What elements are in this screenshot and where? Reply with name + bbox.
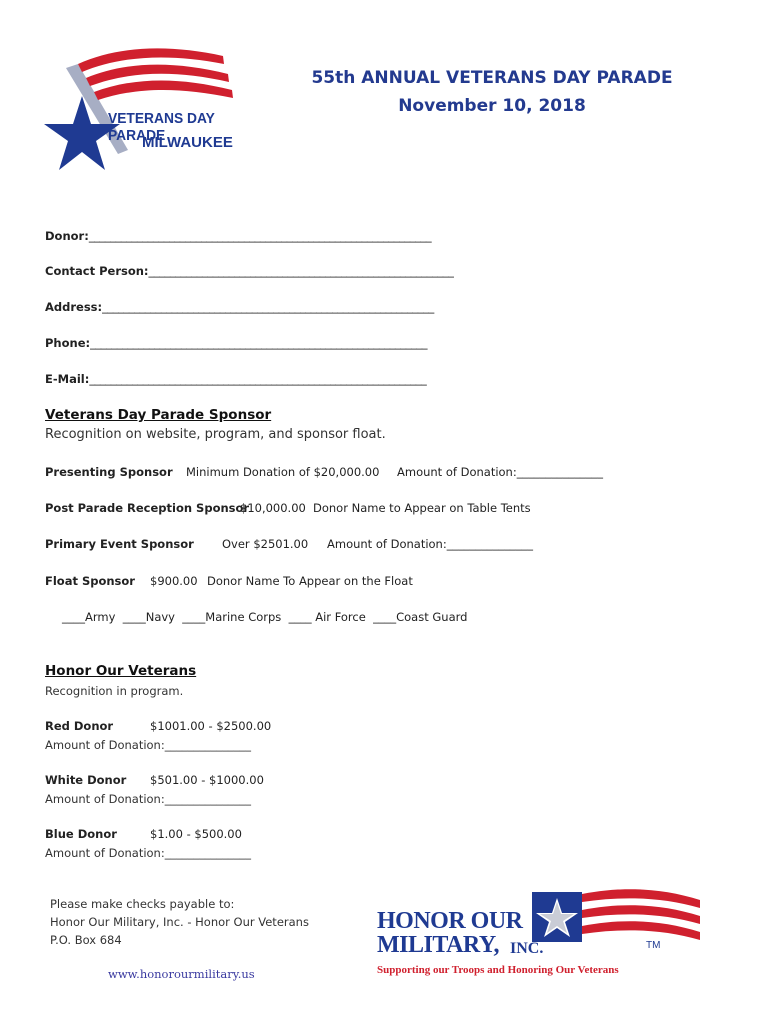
white-donor-row [45,773,126,787]
address-field[interactable] [45,300,434,314]
presenting-sponsor-row [45,465,173,479]
hom-logo-line1: HONOR OUR [377,908,523,934]
page-title: 55th ANNUAL VETERANS DAY PARADE [311,68,673,88]
hom-logo-inc: INC. [510,940,544,957]
hom-logo [372,882,702,982]
post-parade-sponsor-name: Post Parade Reception Sponsor [45,501,250,515]
phone-line: _______________________________________________________________ [90,336,428,350]
payable-line2: Honor Our Military, Inc. - Honor Our Veterans [50,915,309,929]
logo-text-line1: VETERANS DAY PARADE [108,110,215,144]
branch-options[interactable]: ____Army ____Navy ____Marine Corps ____ Air Force ____Coast Guard [62,610,468,624]
post-parade-sponsor-price: $10,000.00 [240,501,306,515]
page-date: November 10, 2018 [398,96,586,116]
contact-person-line: _________________________________________________________ [148,264,454,278]
post-parade-sponsor-row [45,501,249,515]
blue-donor-row [45,827,117,841]
white-donor-range: $501.00 - $1000.00 [150,773,264,787]
phone-label: Phone: [45,336,91,350]
website-link[interactable]: www.honorourmilitary.us [108,967,255,981]
address-label: Address: [45,300,103,314]
contact-person-field[interactable] [45,264,454,278]
presenting-sponsor-name: Presenting Sponsor [45,465,173,479]
sponsor-subheading: Recognition on website, program, and sponsor float. [45,427,386,442]
email-field[interactable] [45,372,426,386]
white-donor-amount[interactable]: Amount of Donation:_______________ [45,792,251,806]
donor-label: Donor: [45,229,89,243]
logo-text-line2: MILWAUKEE [142,134,233,151]
float-sponsor-price: $900.00 [150,574,198,588]
presenting-sponsor-min: Minimum Donation of $20,000.00 [186,465,380,479]
float-sponsor-note: Donor Name To Appear on the Float [207,574,413,588]
presenting-sponsor-amount[interactable]: Amount of Donation:_______________ [397,465,603,479]
contact-person-label: Contact Person: [45,264,149,278]
email-line: _______________________________________________________________ [89,372,427,386]
hom-tagline: Supporting our Troops and Honoring Our Veterans [377,964,619,976]
primary-sponsor-price: Over $2501.00 [222,537,309,551]
address-line: ______________________________________________________________ [102,300,434,314]
float-sponsor-name: Float Sponsor [45,574,135,588]
blue-donor-amount[interactable]: Amount of Donation:_______________ [45,846,251,860]
email-label: E-Mail: [45,372,90,386]
payable-line1: Please make checks payable to: [50,897,235,911]
sponsor-heading: Veterans Day Parade Sponsor [45,407,272,423]
donor-line: ________________________________________________________________ [88,229,432,243]
hom-logo-tm: TM [646,940,661,951]
red-donor-range: $1001.00 - $2500.00 [150,719,272,733]
primary-sponsor-name: Primary Event Sponsor [45,537,194,551]
hom-logo-line2: MILITARY, [377,932,500,958]
phone-field[interactable] [45,336,427,350]
red-donor-row [45,719,113,733]
blue-donor-range: $1.00 - $500.00 [150,827,242,841]
float-sponsor-row [45,574,135,588]
primary-sponsor-row [45,537,194,551]
red-donor-amount[interactable]: Amount of Donation:_______________ [45,738,251,752]
primary-sponsor-amount[interactable]: Amount of Donation:_______________ [327,537,533,551]
donor-field[interactable] [45,229,431,243]
red-donor-name: Red Donor [45,719,114,733]
payable-to [50,895,309,949]
blue-donor-name: Blue Donor [45,827,117,841]
post-parade-sponsor-note: Donor Name to Appear on Table Tents [313,501,531,515]
payable-line3: P.O. Box 684 [50,933,122,947]
flag-icon [532,886,702,956]
parade-logo [38,44,268,186]
honor-subheading: Recognition in program. [45,684,184,698]
honor-heading: Honor Our Veterans [45,663,197,679]
white-donor-name: White Donor [45,773,127,787]
